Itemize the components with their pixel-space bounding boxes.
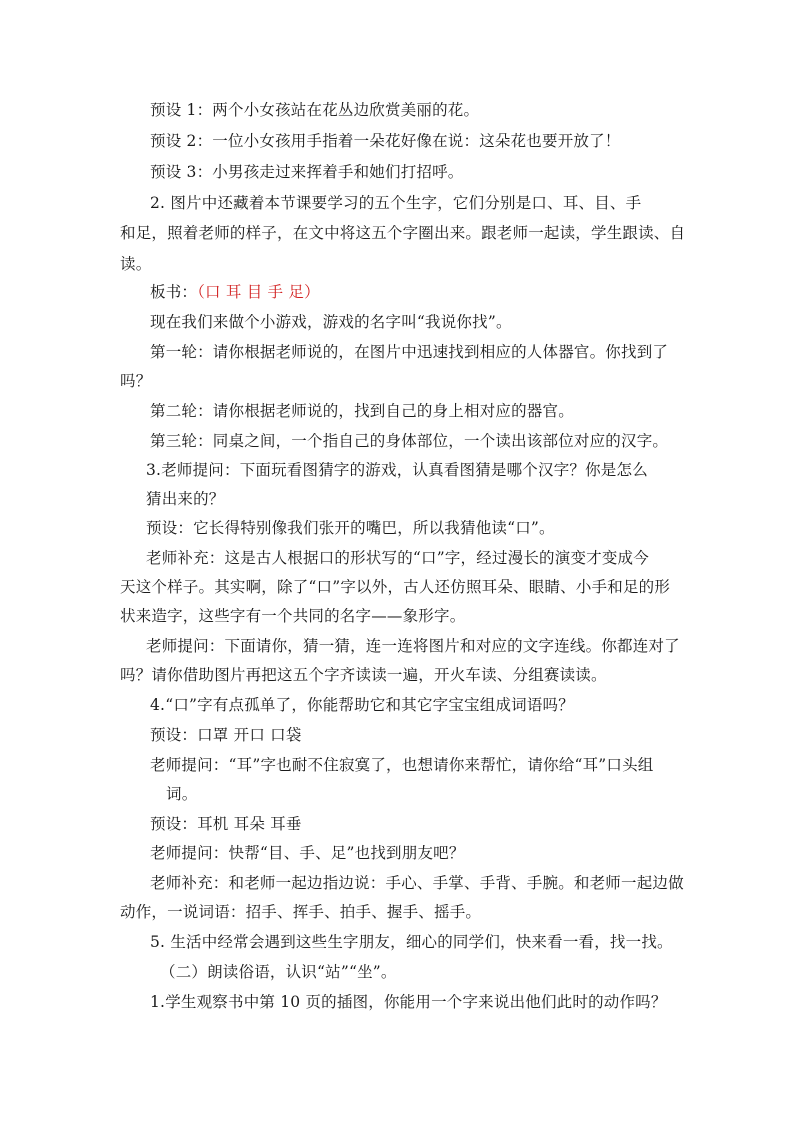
board-writing-line xyxy=(150,281,320,303)
round-2-line: 第二轮：请你根据老师说的，找到自己的身上相对应的器官。 xyxy=(150,402,574,420)
board-writing-characters: （口 耳 目 手 足） xyxy=(197,283,320,301)
teacher-question-3-line-2: 词。 xyxy=(166,785,198,803)
step-2-line-2: 和足，照着老师的样子，在文中将这五个字圈出来。跟老师一起读，学生跟读、自 xyxy=(120,224,686,242)
preset-3-line: 预设 3：小男孩走过来挥着手和她们打招呼。 xyxy=(150,163,464,181)
preset-2-line: 预设 2：一位小女孩用手指着一朵花好像在说：这朵花也要开放了！ xyxy=(150,132,621,150)
step-2-line-1: 2. 图片中还藏着本节课要学习的五个生字，它们分别是口、耳、目、手 xyxy=(150,194,642,212)
round-1-line-2: 吗？ xyxy=(120,372,152,390)
step-4-preset-2-line: 预设：耳机 耳朵 耳垂 xyxy=(150,815,302,833)
step-4-line: 4.“口”字有点孤单了，你能帮助它和其它字宝宝组成词语吗？ xyxy=(150,696,574,714)
teacher-supplement-2-line-1: 老师补充：和老师一起边指边说：手心、手掌、手背、手腕。和老师一起边做 xyxy=(150,874,684,892)
game-intro-line: 现在我们来做个小游戏，游戏的名字叫“我说你找”。 xyxy=(150,313,512,331)
round-1-line-1: 第一轮：请你根据老师说的，在图片中迅速找到相应的人体器官。你找到了 xyxy=(150,343,669,361)
teacher-question-2-line-2: 吗？请你借助图片再把这五个字齐读读一遍，开火车读、分组赛读读。 xyxy=(120,666,607,684)
step-5-line: 5. 生活中经常会遇到这些生字朋友，细心的同学们，快来看一看，找一找。 xyxy=(150,933,673,951)
teacher-supplement-2-line-2: 动作，一说词语：招手、挥手、拍手、握手、摇手。 xyxy=(120,903,482,921)
preset-1-line: 预设 1：两个小女孩站在花丛边欣赏美丽的花。 xyxy=(150,101,480,119)
step-3-preset-line: 预设：它长得特别像我们张开的嘴巴，所以我猜他读“口”。 xyxy=(146,519,555,537)
section-2-heading: （二）朗读俗语，认识“站”“坐”。 xyxy=(160,963,397,981)
teacher-question-3-line-1: 老师提问：“耳”字也耐不住寂寞了，也想请你来帮忙，请你给“耳”口头组 xyxy=(150,756,654,774)
step-2-line-3: 读。 xyxy=(120,255,152,273)
teacher-supplement-1-line-2: 天这个样子。其实啊，除了“口”字以外，古人还仿照耳朵、眼睛、小手和足的形 xyxy=(120,578,671,596)
teacher-question-2-line-1: 老师提问：下面请你，猜一猜，连一连将图片和对应的文字连线。你都连对了 xyxy=(146,637,680,655)
board-writing-label: 板书： xyxy=(150,283,198,301)
step-4-preset-1-line: 预设：口罩 开口 口袋 xyxy=(150,726,302,744)
step-3-line-1: 3.老师提问：下面玩看图猜字的游戏，认真看图猜是哪个汉字？你是怎么 xyxy=(146,461,648,479)
teacher-supplement-1-line-1: 老师补充：这是古人根据口的形状写的“口”字，经过漫长的演变才变成今 xyxy=(146,549,649,567)
section-2-step-1-line: 1.学生观察书中第 10 页的插图，你能用一个字来说出他们此时的动作吗？ xyxy=(150,993,667,1011)
teacher-supplement-1-line-3: 状来造字，这些字有一个共同的名字——象形字。 xyxy=(120,607,466,625)
round-3-line: 第三轮：同桌之间，一个指自己的身体部位，一个读出该部位对应的汉字。 xyxy=(150,432,669,450)
step-3-line-2: 猜出来的？ xyxy=(146,490,225,508)
teacher-question-4-line: 老师提问：快帮“目、手、足”也找到朋友吧？ xyxy=(150,844,465,862)
